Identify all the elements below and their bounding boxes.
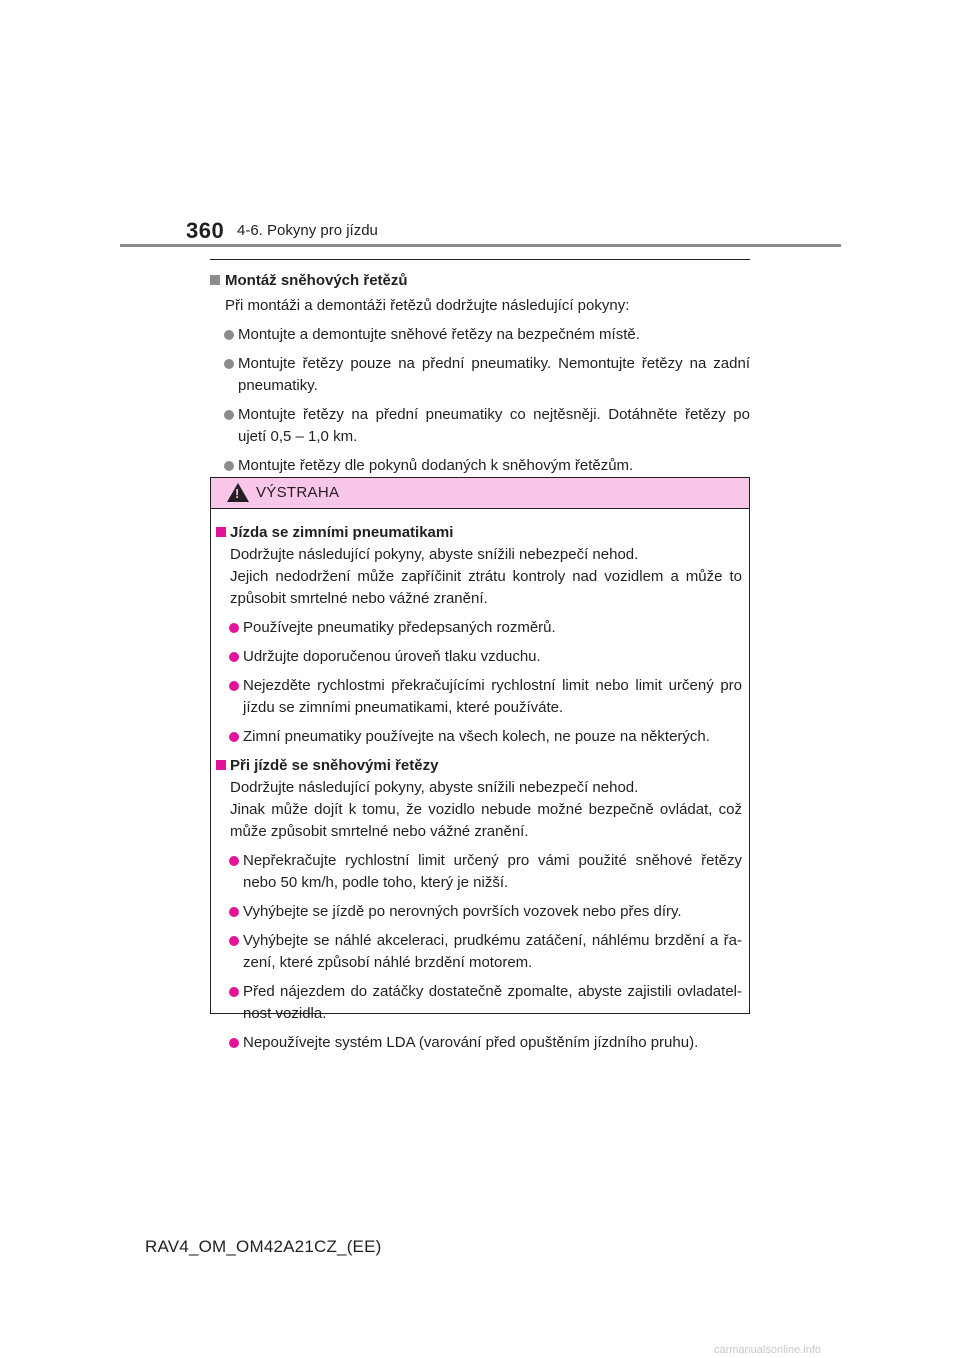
watermark: carmanualsonline.info (714, 1344, 822, 1356)
warning-block-text: Dodržujte následující pokyny, abyste snížili nebezpečí nehod. (230, 779, 639, 796)
warning-list-item (216, 1032, 742, 1054)
list-item (210, 455, 750, 477)
warning-title: VÝSTRAHA (256, 484, 340, 501)
warning-list-item (216, 850, 742, 894)
warning-list-item-text: Vyhýbejte se náhlé akceleraci, prudkému zatáčení, náhlému brzdění a řa-zení, které způsobí náhlé brzdění motorem. (243, 932, 742, 971)
circle-bullet-icon (229, 856, 239, 866)
warning-header (211, 478, 749, 509)
warning-body (211, 509, 749, 1054)
content-divider (210, 259, 750, 260)
circle-bullet-icon (229, 652, 239, 662)
circle-bullet-icon (229, 1038, 239, 1048)
square-bullet-icon (210, 275, 220, 285)
list-item-text: Montujte řetězy na přední pneumatiky co nejtěsněji. Dotáhněte řetězy po ujetí 0,5 – 1,0 km. (238, 406, 750, 445)
warning-block-text: Jinak může dojít k tomu, že vozidlo nebude možné bezpečně ovládat, což může způsobit smrtelné nebo vážné zranění. (230, 801, 742, 840)
warning-box (210, 477, 750, 1051)
warning-list-item (216, 930, 742, 974)
warning-list-item (216, 675, 742, 719)
page-number: 360 (186, 218, 225, 243)
warning-list-item (216, 617, 742, 639)
warning-block-heading-text: Při jízdě se sněhovými řetězy (230, 757, 439, 774)
warning-triangle-icon (227, 483, 249, 502)
circle-bullet-icon (229, 732, 239, 742)
warning-list-item-text: Před nájezdem do zatáčky dostatečně zpomalte, abyste zajistili ovladatel-nost vozidla. (243, 983, 742, 1022)
section-heading (210, 270, 750, 292)
list-item (210, 353, 750, 397)
warning-block-text: Dodržujte následující pokyny, abyste snížili nebezpečí nehod. (230, 546, 639, 563)
warning-list-item (216, 726, 742, 748)
warning-list-item-text: Nepoužívejte systém LDA (varování před opuštěním jízdního pruhu). (243, 1034, 699, 1051)
section-title: 4-6. Pokyny pro jízdu (237, 222, 378, 239)
circle-bullet-icon (229, 681, 239, 691)
square-bullet-icon (216, 760, 226, 770)
circle-bullet-icon (224, 410, 234, 420)
list-item-text: Montujte a demontujte sněhové řetězy na bezpečném místě. (238, 326, 640, 343)
warning-list-item-text: Udržujte doporučenou úroveň tlaku vzduchu. (243, 648, 541, 665)
list-item (210, 404, 750, 448)
circle-bullet-icon (229, 987, 239, 997)
section-heading-text: Montáž sněhových řetězů (225, 272, 408, 289)
warning-list-item-text: Používejte pneumatiky předepsaných rozměrů. (243, 619, 556, 636)
warning-list-item-text: Nejezděte rychlostmi překračujícími rychlostní limit nebo limit určený pro jízdu se zimními pneumatikami, které používáte. (243, 677, 742, 716)
list-item (210, 324, 750, 346)
circle-bullet-icon (224, 330, 234, 340)
circle-bullet-icon (224, 461, 234, 471)
header-divider (120, 244, 841, 247)
warning-block-text: Jejich nedodržení může zapříčinit ztrátu kontroly nad vozidlem a může to způsobit smrtelné nebo vážné zranění. (230, 568, 742, 607)
circle-bullet-icon (229, 623, 239, 633)
warning-list-item-text: Vyhýbejte se jízdě po nerovných površích vozovek nebo přes díry. (243, 903, 682, 920)
warning-list-item-text: Nepřekračujte rychlostní limit určený pro vámi použité sněhové řetězy nebo 50 km/h, podle toho, který je nižší. (243, 852, 742, 891)
warning-block-heading (216, 522, 742, 544)
square-bullet-icon (216, 527, 226, 537)
warning-block-heading (216, 755, 742, 777)
list-item-text: Montujte řetězy dle pokynů dodaných k sněhovým řetězům. (238, 457, 634, 474)
section-intro: Při montáži a demontáži řetězů dodržujte následující pokyny: (225, 297, 630, 314)
warning-list-item (216, 981, 742, 1025)
circle-bullet-icon (229, 936, 239, 946)
list-item-text: Montujte řetězy pouze na přední pneumatiky. Nemontujte řetězy na zadní pneumatiky. (238, 355, 750, 394)
warning-block-heading-text: Jízda se zimními pneumatikami (230, 524, 454, 541)
document-code: RAV4_OM_OM42A21CZ_(EE) (145, 1237, 382, 1256)
warning-list-item-text: Zimní pneumatiky používejte na všech kolech, ne pouze na některých. (243, 728, 710, 745)
circle-bullet-icon (229, 907, 239, 917)
warning-list-item (216, 901, 742, 923)
snow-chain-section (210, 270, 750, 477)
circle-bullet-icon (224, 359, 234, 369)
warning-list-item (216, 646, 742, 668)
